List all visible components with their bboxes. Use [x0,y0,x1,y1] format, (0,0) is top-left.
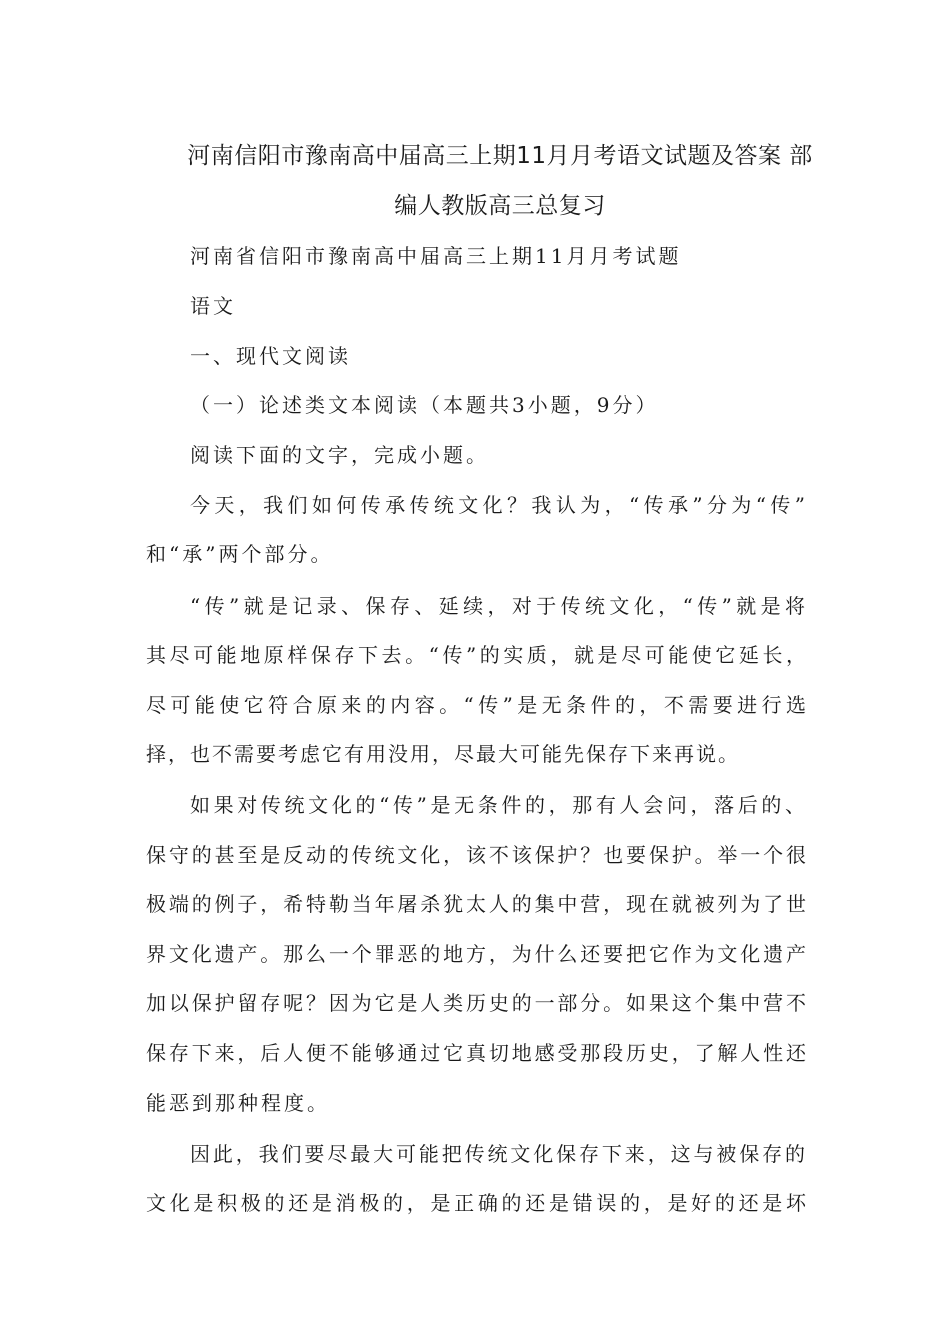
body-line: 择，也不需要考虑它有用没用，尽最大可能先保存下来再说。 [146,742,740,766]
body-line: 和“承”两个部分。 [146,542,334,566]
body-line: 保存下来，后人便不能够通过它真切地感受那段历史，了解人性还 [146,1041,806,1065]
body-line: 因此，我们要尽最大可能把传统文化保存下来，这与被保存的 [190,1142,805,1166]
section-heading: 一、现代文阅读 [190,344,351,368]
subsection-heading: （一）论述类文本阅读（本题共3小题，9分） [190,393,659,417]
body-line: 保守的甚至是反动的传统文化，该不该保护？也要保护。举一个很 [146,843,806,867]
exam-header: 河南省信阳市豫南高中届高三上期11月月考试题 [190,244,682,268]
reading-instruction: 阅读下面的文字，完成小题。 [190,443,489,467]
body-line: 文化是积极的还是消极的，是正确的还是错误的，是好的还是坏 [146,1191,806,1215]
body-line: 极端的例子，希特勒当年屠杀犹太人的集中营，现在就被列为了世 [146,892,806,916]
body-line: 其尽可能地原样保存下去。“传”的实质，就是尽可能使它延长， [146,643,806,667]
document-title-line-2: 编人教版高三总复习 [394,193,606,219]
subject-label: 语文 [190,294,236,318]
document-title-line-1: 河南信阳市豫南高中届高三上期11月月考语文试题及答案 部 [187,143,813,169]
body-line: 能恶到那种程度。 [146,1091,330,1115]
body-line: 界文化遗产。那么一个罪恶的地方，为什么还要把它作为文化遗产 [146,942,806,966]
body-line: 加以保护留存呢？因为它是人类历史的一部分。如果这个集中营不 [146,991,806,1015]
body-line: “传”就是记录、保存、延续，对于传统文化，“传”就是将 [190,594,805,618]
body-line: 尽可能使它符合原来的内容。“传”是无条件的，不需要进行选 [146,693,806,717]
body-line: 如果对传统文化的“传”是无条件的，那有人会问，落后的、 [190,793,805,817]
body-line: 今天，我们如何传承传统文化？我认为，“传承”分为“传” [190,493,805,517]
